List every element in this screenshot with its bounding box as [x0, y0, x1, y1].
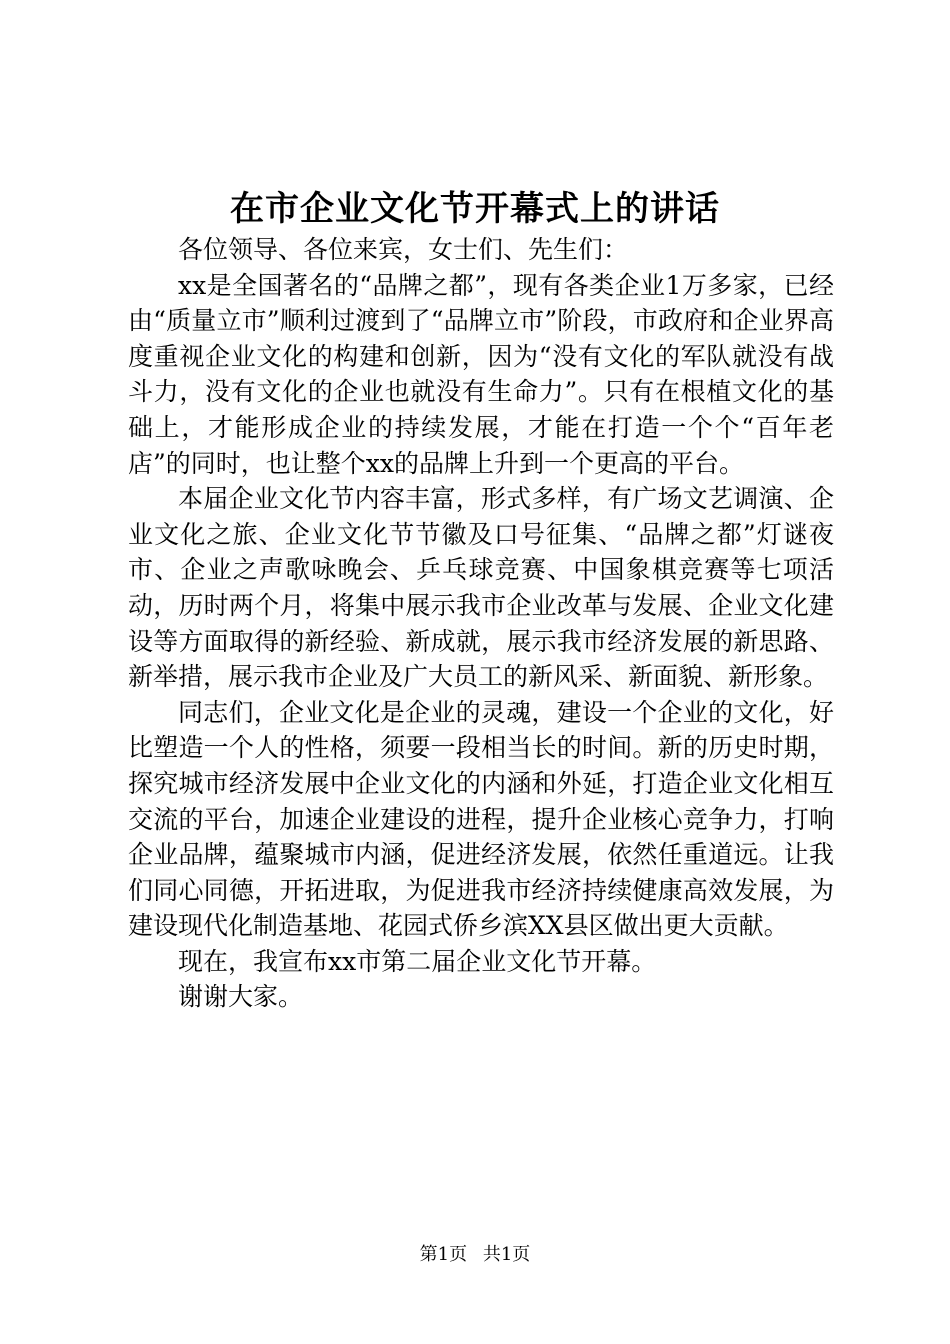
page-footer — [0, 1240, 950, 1270]
document-body — [128, 232, 834, 1015]
closing-paragraph: 谢谢大家。 — [178, 982, 304, 1012]
salutation-paragraph: 各位领导、各位来宾，女士们、先生们： — [178, 235, 629, 264]
announcement-paragraph: 现在，我宣布xx市第二届企业文化节开幕。 — [178, 946, 657, 976]
body-paragraph: 同志们，企业文化是企业的灵魂，建设一个企业的文化，好比塑造一个人的性格，须要一段相当长的时间。新的历史时期，探究城市经济发展中企业文化的内涵和外延，打造企业文化相互交流的平台，加速企业建设的进程，提升企业核心竞争力，打响企业品牌，蕴聚城市内涵，促进经济发展，依然任重道远。让我们同心同德，开拓进取，为促进我市经济持续健康高效发展，为建设现代化制造基地、花园式侨乡滨XX县区做出更大贡献。 — [128, 697, 834, 941]
page-total: 共1页 — [482, 1244, 531, 1265]
body-paragraph: xx是全国著名的“品牌之都”，现有各类企业1万多家，已经由“质量立市”顺利过渡到了“品牌立市”阶段，市政府和企业界高度重视企业文化的构建和创新，因为“没有文化的军队就没有战斗力，没有文化的企业也就没有生命力”。只有在根植文化的基础上，才能形成企业的持续发展，才能在打造一个个“百年老店”的同时，也让整个xx的品牌上升到一个更高的平台。 — [128, 270, 834, 478]
document-title: 在市企业文化节开幕式上的讲话 — [230, 189, 720, 229]
page-number: 第1页 — [419, 1244, 468, 1265]
body-paragraph: 本届企业文化节内容丰富，形式多样，有广场文艺调演、企业文化之旅、企业文化节节徽及口号征集、“品牌之都”灯谜夜市、企业之声歌咏晚会、乒乓球竞赛、中国象棋竞赛等七项活动，历时两个月，将集中展示我市企业改革与发展、企业文化建设等方面取得的新经验、新成就，展示我市经济发展的新思路、新举措，展示我市企业及广大员工的新风采、新面貌、新形象。 — [128, 484, 834, 692]
